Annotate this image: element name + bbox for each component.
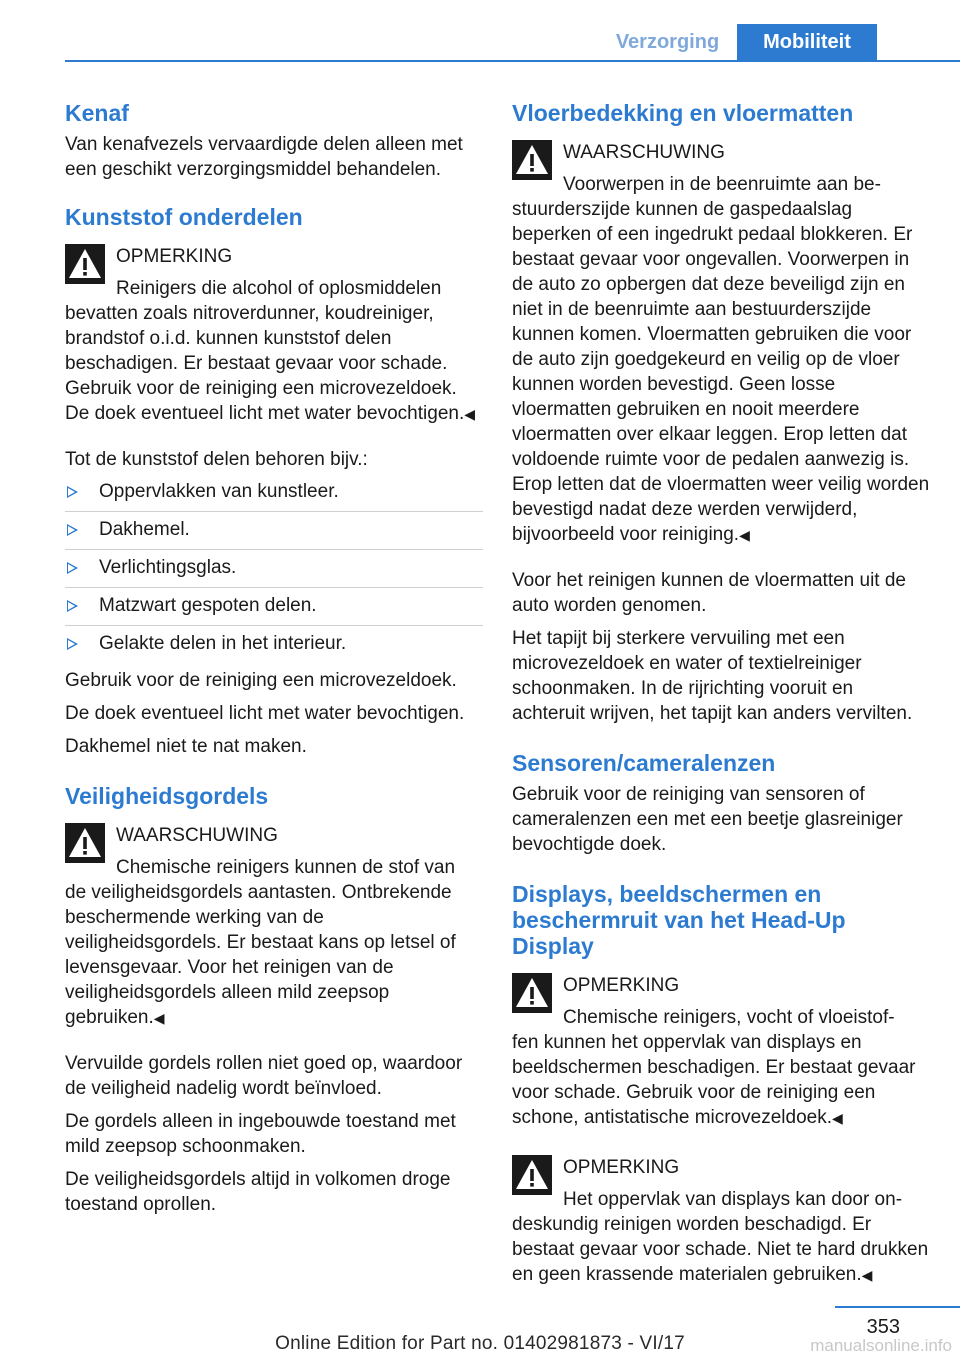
kunststof-p3: Dakhemel niet te nat maken.: [65, 736, 307, 757]
warning-triangle-icon: [65, 244, 105, 284]
warning-body: de veiligheidsgordels aantasten. Ontbrekende beschermende werking van de veiligheidsgordels. Er bestaat kans op letsel of levensgevaar. Voor het reinigen van de veiligheidsgordels alleen mild zeepsop gebruiken.: [65, 882, 456, 1028]
list-item: Verlichtingsglas.: [65, 555, 483, 588]
bullet-triangle-icon: [67, 600, 78, 612]
tab-mobiliteit[interactable]: Mobiliteit: [737, 24, 877, 60]
end-mark-icon: ◀: [832, 1110, 843, 1126]
header-rule: [65, 60, 960, 62]
kunststof-p2: De doek eventueel licht met water bevochtigen.: [65, 703, 465, 724]
end-mark-icon: ◀: [739, 527, 750, 543]
warning-triangle-icon: [512, 1155, 552, 1195]
page-header: [0, 0, 960, 62]
warning-kunststof: [65, 244, 483, 427]
heading-vloerbedekking: Vloerbedekking en vloermatten: [512, 100, 854, 126]
warning-vloer: [512, 140, 930, 548]
right-column: [512, 100, 930, 1288]
warning-label: OPMERKING: [563, 975, 680, 996]
kunststof-list: [65, 479, 483, 663]
bullet-triangle-icon: [67, 486, 78, 498]
tab-verzorging[interactable]: Verzorging: [615, 31, 720, 53]
sensoren-text: Gebruik voor de reiniging van sensoren of cameralenzen een met een beetje glasreiniger bevochtigde doek.: [512, 784, 903, 855]
warning-first-line: Reinigers die alcohol of oplosmiddelen: [116, 278, 442, 299]
left-column: [65, 100, 483, 1217]
kunststof-p1: Gebruik voor de reiniging een microvezeldoek.: [65, 670, 457, 691]
warning-label: WAARSCHUWING: [563, 142, 725, 163]
warning-displays-1: [512, 973, 930, 1131]
page-number: 353: [866, 1316, 900, 1338]
gordels-p2: De gordels alleen in ingebouwde toestand met mild zeepsop schoonmaken.: [65, 1111, 456, 1157]
warning-body: fen kunnen het oppervlak van displays en beeldschermen beschadigen. Er bestaat gevaar voor schade. Gebruik voor de reiniging een schone, antistatische microvezeldoek.: [512, 1032, 916, 1128]
kenaf-text: Van kenafvezels vervaardigde delen alleen met een geschikt verzorgingsmiddel behandelen.: [65, 134, 463, 180]
warning-triangle-icon: [512, 140, 552, 180]
bullet-triangle-icon: [67, 638, 78, 650]
end-mark-icon: ◀: [153, 1010, 165, 1026]
bullet-triangle-icon: [67, 562, 78, 574]
warning-label: OPMERKING: [116, 246, 233, 267]
heading-displays: Displays, beeldschermen en beschermruit van het Head-Up Display: [512, 881, 846, 959]
watermark: manualsonline.info: [810, 1336, 952, 1355]
vloer-p1: Voor het reinigen kunnen de vloermatten uit de auto worden genomen.: [512, 570, 906, 616]
warning-first-line: Chemische reinigers kunnen de stof van: [116, 857, 456, 878]
heading-kunststof: Kunststof onderdelen: [65, 204, 303, 230]
list-item: Oppervlakken van kunstleer.: [65, 479, 483, 512]
warning-triangle-icon: [512, 973, 552, 1013]
footer-edition: Online Edition for Part no. 01402981873 - VI/17: [275, 1333, 685, 1354]
warning-first-line: Het oppervlak van displays kan door on-: [563, 1189, 903, 1210]
warning-label: OPMERKING: [563, 1157, 680, 1178]
heading-veiligheidsgordels: Veiligheidsgordels: [65, 783, 269, 809]
bullet-triangle-icon: [67, 524, 78, 536]
gordels-p1: Vervuilde gordels rollen niet goed op, waardoor de veiligheid nadelig wordt beïnvloed.: [65, 1053, 463, 1099]
warning-body: stuurderszijde kunnen de gaspedaalslag beperken of een ingedrukt pedaal blokkeren. Er bestaat gevaar voor ongevallen. Voorwerpen in de auto zo opbergen dat deze beveiligd zijn en niet in de beenruimte aan bestuurderszijde kunnen komen. Vloermatten gebruiken die voor de auto zijn goedgekeurd en veilig op de vloer kunnen worden bevestigd. Geen losse vloermatten gebruiken en nooit meerdere vloermatten over elkaar leggen. Erop letten dat voldoende ruimte voor de pedalen aanwezig is. Erop letten dat de vloermatten weer veilig worden bevestigd nadat deze werden verwijderd, bijvoorbeeld voor reiniging.: [512, 199, 930, 545]
gordels-p3: De veiligheidsgordels altijd in volkomen droge toestand oprollen.: [65, 1169, 451, 1215]
warning-body: deskundig reinigen worden beschadigd. Er bestaat gevaar voor schade. Niet te hard drukken en geen krassende materialen gebruiken.: [512, 1214, 929, 1285]
list-item: Gelakte delen in het interieur.: [65, 631, 483, 663]
warning-label: WAARSCHUWING: [116, 825, 278, 846]
list-item: Dakhemel.: [65, 517, 483, 550]
end-mark-icon: ◀: [464, 406, 476, 422]
warning-first-line: Voorwerpen in de beenruimte aan be-: [563, 174, 881, 195]
heading-kenaf: Kenaf: [65, 100, 129, 126]
page-number-rule: [835, 1306, 960, 1308]
warning-first-line: Chemische reinigers, vocht of vloeistof-: [563, 1007, 895, 1028]
warning-displays-2: [512, 1155, 930, 1288]
warning-gordels: [65, 823, 483, 1031]
warning-body: bevatten zoals nitroverdunner, koudreiniger, brandstof o.i.d. kunnen kunststof delen beschadigen. Er bestaat gevaar voor schade. Gebruik voor de reiniging een microvezeldoek. De doek eventueel licht met water bevochtigen.: [65, 303, 465, 424]
warning-triangle-icon: [65, 823, 105, 863]
heading-sensoren: Sensoren/cameralenzen: [512, 750, 776, 776]
vloer-p2: Het tapijt bij sterkere vervuiling met een microvezeldoek en water of textielreiniger schoonmaken. In de rijrichting vooruit en achteruit wrijven, het tapijt kan anders vervilten.: [512, 628, 913, 724]
kunststof-intro: Tot de kunststof delen behoren bijv.:: [65, 449, 368, 470]
list-item: Matzwart gespoten delen.: [65, 593, 483, 626]
end-mark-icon: ◀: [861, 1267, 873, 1283]
